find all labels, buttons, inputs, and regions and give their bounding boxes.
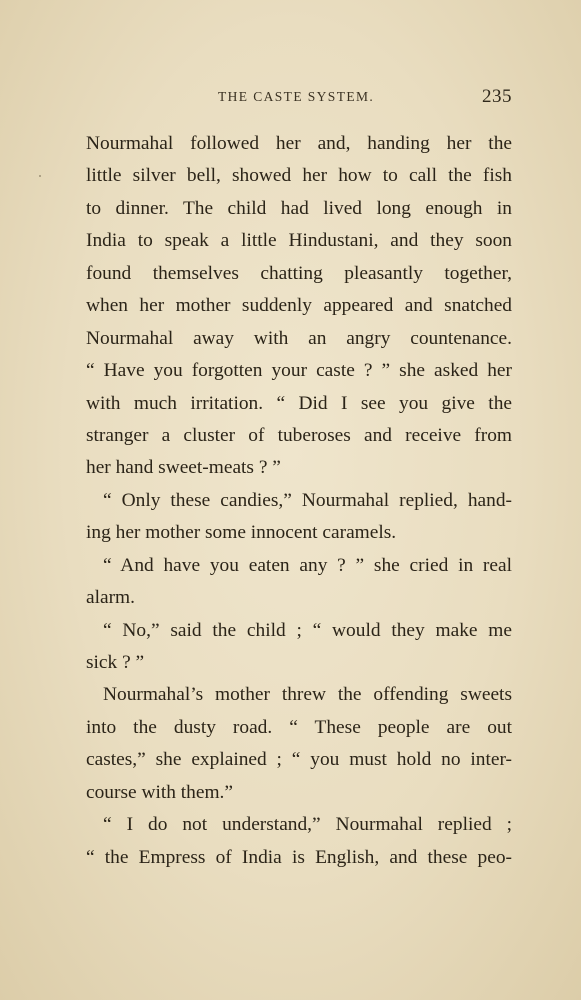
text-line: found themselves chatting pleasantly together, <box>86 262 512 284</box>
text-line: “ I do not understand,” Nourmahal replied ; <box>103 814 512 836</box>
body-text <box>86 128 512 874</box>
text-line: castes,” she explained ; “ you must hold no inter- <box>86 749 512 771</box>
text-line: sick ? ” <box>86 652 145 673</box>
text-line: “ the Empress of India is English, and these peo- <box>86 846 512 868</box>
text-line: alarm. <box>86 587 135 609</box>
text-line: stranger a cluster of tuberoses and receive from <box>86 424 512 446</box>
text-line: India to speak a little Hindustani, and they soon <box>86 230 512 252</box>
text-line: Nourmahal followed her and, handing her the <box>86 133 512 154</box>
text-line: ing her mother some innocent caramels. <box>86 522 397 544</box>
paper-speck <box>39 175 41 177</box>
text-line: to dinner. The child had lived long enough in <box>86 197 512 219</box>
text-line: with much irritation. “ Did I see you give the <box>86 392 512 414</box>
text-line: Nourmahal away with an angry countenance. <box>86 327 512 349</box>
text-line: “ Have you forgotten your caste ? ” she asked her <box>86 360 512 382</box>
page-number: 235 <box>482 86 512 107</box>
running-head: THE CASTE SYSTEM. <box>218 89 375 104</box>
text-line: “ And have you eaten any ? ” she cried in real <box>103 554 512 576</box>
text-line: her hand sweet-meats ? ” <box>86 457 281 479</box>
page-header <box>0 86 581 110</box>
text-line: little silver bell, showed her how to call the fish <box>86 165 512 187</box>
text-line: into the dusty road. “ These people are out <box>86 716 512 738</box>
text-line: course with them.” <box>86 781 234 803</box>
text-line: when her mother suddenly appeared and snatched <box>86 295 512 317</box>
text-line: “ No,” said the child ; “ would they make me <box>103 619 512 641</box>
text-line: “ Only these candies,” Nourmahal replied, hand- <box>103 489 512 511</box>
text-line: Nourmahal’s mother threw the offending sweets <box>103 684 512 706</box>
